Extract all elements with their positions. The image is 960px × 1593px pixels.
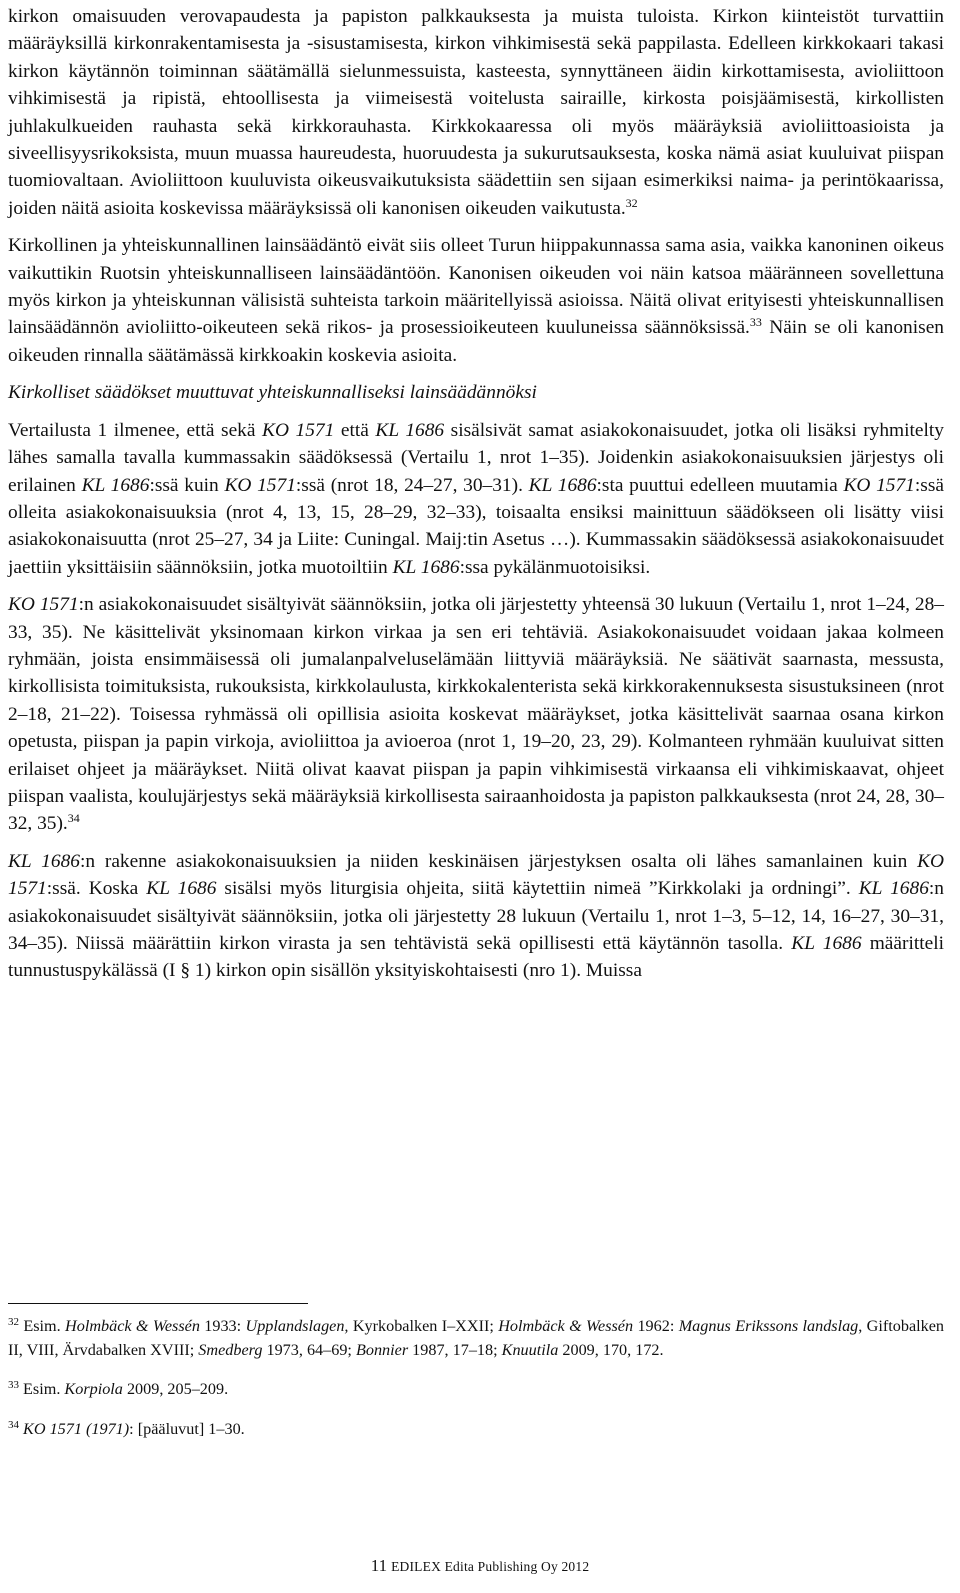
publisher-credit: EDILEX Edita Publishing Oy 2012 [391, 1559, 590, 1574]
paragraph: KO 1571:n asiakokonaisuudet sisältyivät säännöksiin, jotka oli järjestetty yhteensä 30 lukuun (Vertailu 1, nrot 1–24, 28–33, 35). Ne käsittelivät yksinomaan kirkon virkaa ja sen eri tehtäviä. Asiakokonaisuudet voidaan jakaa kolmeen ryhmään, joista ensimmäisessä oli jumalanpalveluselämään liittyviä määräyksiä. Ne säätivät saarnasta, messusta, kirkollisista toimituksista, rukouksista, kirkkolaulusta, kirkkokalenterista sekä kirkkorakennuksesta sisustuksineen (nrot 2–18, 21–22). Toisessa ryhmässä oli opillisia asioita koskevat määräykset, jotka käsittelivät saarnaa osana kirkon opetusta, piispan ja papin virkoja, avioliittoa ja avioeroa (nrot 1, 19–20, 23, 29). Kolmanteen ryhmään kuuluivat sitten erilaiset ohjeet ja määräykset. Niitä olivat kaavat piispan ja papin vihkimisestä virkaansa eli vihkimiskaavat, ohjeet piispan vaalista, koulujärjestys sekä määräyksiä kirkollisesta sairaanhoidosta ja papiston palkkauksesta (nrot 24, 28, 30–32, 35).$^{34}$ [8, 594, 944, 835]
footnote-34: $^{34}$ KO 1571 (1971): [pääluvut] 1–30. [8, 1418, 245, 1438]
footnote-divider [8, 1303, 308, 1304]
paragraph: Vertailusta 1 ilmenee, että sekä KO 1571 että KL 1686 sisälsivät samat asiakokonaisuudet, jotka oli lisäksi ryhmitelty lähes samalla tavalla kummassakin säädöksessä (Vertailu 1, nrot 1–35). Joidenkin asiakokonaisuuksien järjestys oli erilainen KL 1686:ssä kuin KO 1571:ssä (nrot 18, 24–27, 30–31). KL 1686:sta puuttui edelleen muutamia KO 1571:ssä olleita asiakokonaisuuksia (nrot 4, 13, 15, 28–29, 32–33), toisaalta ensiksi mainittuun säädökseen oli lisätty viisi asiakokonaisuutta (nrot 25–27, 34 ja Liite: Cuningal. Maij:tin Asetus …). Kummassakin säädöksessä asiakokonaisuudet jaettiin yksittäisiin säännöksiin, jotka muotoiltiin KL 1686:ssa pykälänmuotoisiksi. [8, 419, 944, 578]
paragraph: KL 1686:n rakenne asiakokonaisuuksien ja niiden keskinäisen järjestyksen osalta oli lähes samanlainen kuin KO 1571:ssä. Koska KL 1686 sisälsi myös liturgisia ohjeita, siitä käytettiin nimeä ”Kirkkolaki ja ordningi”. KL 1686:n asiakokonaisuudet sisältyivät säännöksiin, jotka oli järjestetty 28 lukuun (Vertailu 1, nrot 1–3, 5–12, 14, 16–27, 30–31, 34–35). Niissä määrättiin kirkon virasta ja sen tehtävistä sekä opillisesti että käytännön tasolla. KL 1686 määritteli tunnustuspykälässä (I § 1) kirkon opin sisällön yksityiskohtaisesti (nro 1). Muissa [8, 850, 945, 982]
page-number: 11 [370, 1556, 388, 1575]
footnote-33: $^{33}$ Esim. Korpiola 2009, 205–209. [8, 1379, 229, 1398]
footnote-ref[interactable]: 33 [749, 315, 762, 330]
section-heading: Kirkolliset säädökset muuttuvat yhteiskunnalliseksi lainsäädännöksi [8, 382, 537, 404]
main-text [8, 3, 944, 995]
footnote-ref[interactable]: 32 [625, 195, 638, 210]
footnote-ref[interactable]: 34 [67, 811, 80, 826]
page-footer [0, 1556, 960, 1577]
footnote-32: $^{32}$ Esim. Holmbäck & Wessén 1933: Upplandslagen, Kyrkobalken I–XXII; Holmbäck & Wessén 1962: Magnus Erikssons landslag, Giftobalken II, VIII, Ärvdabalken XVIII; Smedberg 1973, 64–69; Bonnier 1987, 17–18; Knuutila 2009, 170, 172. [8, 1316, 944, 1359]
footnotes [8, 1315, 944, 1457]
paragraph: Kirkollinen ja yhteiskunnallinen lainsäädäntö eivät siis olleet Turun hiippakunnassa sama asia, vaikka kanoninen oikeus vaikuttikin Ruotsin yhteiskunnalliseen lainsäädäntöön. Kanonisen oikeuden voi näin katsoa määränneen sovellettuna myös kirkon ja yhteiskunnan välisistä suhteista tarkoin määritellyissä asioissa. Näitä olivat erityisesti yhteiskunnallisen lainsäädännön avioliitto-oikeuteen sekä rikos- ja prosessioikeuteen kuuluneissa säännöksissä.$^{33}$ Näin se oli kanonisen oikeuden rinnalla säätämässä kirkkoakin koskevia asioita. [8, 235, 944, 366]
paragraph: kirkon omaisuuden verovapaudesta ja papiston palkkauksesta ja muista tuloista. Kirkon kiinteistöt turvattiin määräyksillä kirkonrakentamisesta ja -sisustamisesta, kirkon vihkimisestä sekä pappilasta. Edelleen kirkkokaari takasi kirkon käytännön toiminnan säätämällä sielunmessuista, kasteesta, synnyttäneen äidin kirkottamisesta, avioliittoon vihkimisestä ja ripistä, ehtoollisesta ja viimeisestä voitelusta sairaille, kirkosta poisjäämisestä, kirkollisten juhlakulkueiden rauhasta sekä kirkkorauhasta. Kirkkokaaressa oli myös määräyksiä avioliittoasioista ja siveellisyysrikoksista, muun muassa haureudesta, huoruudesta ja sukurutsauksesta, koska nämä asiat kuuluivat piispan tuomiovaltaan. Avioliittoon kuuluvista oikeusvaikutuksista säädettiin sen sijaan esimerkiksi naima- ja perintökaarissa, joiden näitä asioita koskevissa määräyksissä oli kanonisen oikeuden vaikutusta.$^{32}$ [8, 6, 944, 219]
